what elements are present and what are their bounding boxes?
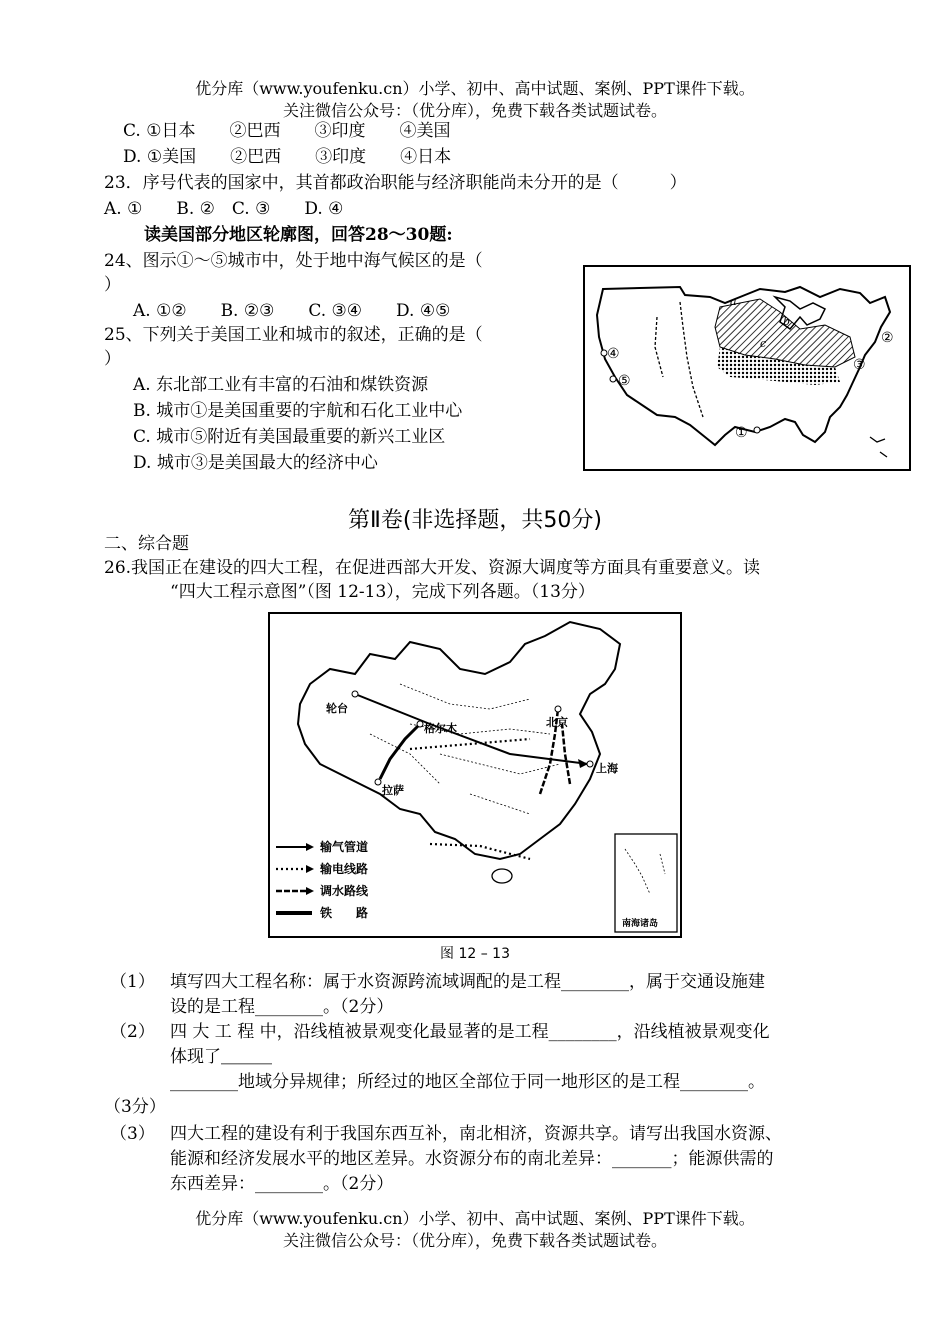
q25-stem: 25、下列关于美国工业和城市的叙述，正确的是（ [104,325,483,345]
q26-stem: 26.我国正在建设的四大工程，在促进西部大开发、资源大调度等方面具有重要意义。读 [104,558,761,578]
q24-stem-cont: ） [104,275,121,295]
q25-stem-cont: ） [104,349,121,369]
q23-stem: 23．序号代表的国家中，其首都政治职能与经济职能尚未分开的是（ ） [104,173,687,193]
q26-sub1-line1: 填写四大工程名称：属于水资源跨流域调配的是工程________，属于交通设施建 [170,972,765,992]
q24-stem: 24、图示①～⑤城市中，处于地中海气候区的是（ [104,251,483,271]
q26-sub1-line2: 设的是工程________。（2分） [170,997,394,1017]
q26-sub3-line3: 东西差异：________。（2分） [170,1174,394,1194]
mountain-ranges [655,302,703,417]
region-a-label: a [730,295,737,308]
map-legend [276,836,396,924]
footer-line-1: 优分库（www.youfenku.cn）小学、初中、高中试题、案例、PPT课件下载。 [195,1209,755,1228]
q25-option-c: C. 城市⑤附近有美国最重要的新兴工业区 [133,427,446,447]
q23-options: A. ① B. ② C. ③ D. ④ [104,199,344,219]
label-lunnan: 轮台 [326,702,348,715]
q26-sub1-number: （1） [110,972,155,992]
label-inset: 南海诸岛 [622,919,659,929]
q25-option-b: B. 城市①是美国重要的宇航和石化工业中心 [133,401,463,421]
city-1-label: ① [735,425,748,441]
city-5-marker [610,376,616,382]
legend-water-diversion: 调水路线 [276,880,396,902]
city-4-label: ④ [607,346,620,362]
q26-sub3-number: （3） [110,1124,155,1144]
footer-line-2: 关注微信公众号：（优分库），免费下载各类试题试卷。 [282,1231,667,1250]
beijing-marker [555,706,561,712]
region-c-label: c [760,337,767,350]
q26-sub2-line1: 四 大 工 程 中，沿线植被景观变化最显著的是工程________，沿线植被景观变化 [170,1022,770,1042]
q26-sub2-number: （2） [110,1022,155,1042]
label-shanghai: 上海 [596,762,618,775]
q26-sub2-line3: ________地域分异规律；所经过的地区全部位于同一地形区的是工程________。 [170,1072,765,1092]
lunnan-marker [352,691,358,697]
q25-option-a: A. 东北部工业有丰富的石油和煤铁资源 [133,375,429,395]
q24-options: A. ①② B. ②③ C. ③④ D. ④⑤ [133,301,451,321]
header-line-2: 关注微信公众号：（优分库），免费下载各类试题试卷。 [282,101,667,120]
q26-stem-cont: “四大工程示意图”（图 12-13），完成下列各题。（13分） [170,582,595,602]
q22-option-d: D. ①美国 ②巴西 ③印度 ④日本 [123,147,452,167]
legend-gas-pipeline: 输气管道 [276,836,396,858]
legend-power-line: 输电线路 [276,858,396,880]
q26-sub3-line1: 四大工程的建设有利于我国东西互补，南北相济，资源共享。请写出我国水资源、 [170,1124,782,1144]
geermu-marker [417,721,423,727]
header-line-1: 优分库（www.youfenku.cn）小学、初中、高中试题、案例、PPT课件下载。 [195,79,755,98]
region-b-label: b [783,315,791,328]
label-beijing: 北京 [546,716,568,729]
q26-sub2-line2: 体现了＿＿＿ [170,1047,272,1067]
shanghai-marker [587,761,593,767]
city-5-label: ⑤ [618,373,631,389]
label-geermu: 格尔木 [424,722,457,735]
us-instruction: 读美国部分地区轮廓图，回答28～30题: [144,225,453,245]
us-outline-map [583,265,911,471]
q22-option-c: C. ①日本 ②巴西 ③印度 ④美国 [123,121,451,141]
islands [870,437,887,457]
qinghai-tibet-railway [380,724,420,779]
city-2-label: ② [881,330,894,346]
west-east-power-line [410,739,530,859]
hainan-island [492,869,512,883]
q25-option-d: D. 城市③是美国最大的经济中心 [133,453,378,473]
city-1-marker [754,427,760,433]
part2-title: 第Ⅱ卷(非选择题，共50分) [348,508,602,533]
china-border [298,622,620,859]
section-heading: 二、综合题 [104,534,189,554]
legend-railway: 铁 路 [320,906,369,920]
china-four-projects-map [268,612,682,938]
q26-sub3-line2: 能源和经济发展水平的地区差异。水资源分布的南北差异：_______；能源供需的 [170,1149,774,1169]
lasa-marker [375,779,381,785]
figure-caption: 图 12 – 13 [440,946,510,962]
us-map-drawing [585,267,909,469]
city-3-label: ③ [853,357,866,373]
q26-sub2-score: （3分） [104,1097,166,1117]
label-lasa: 拉萨 [382,784,404,797]
